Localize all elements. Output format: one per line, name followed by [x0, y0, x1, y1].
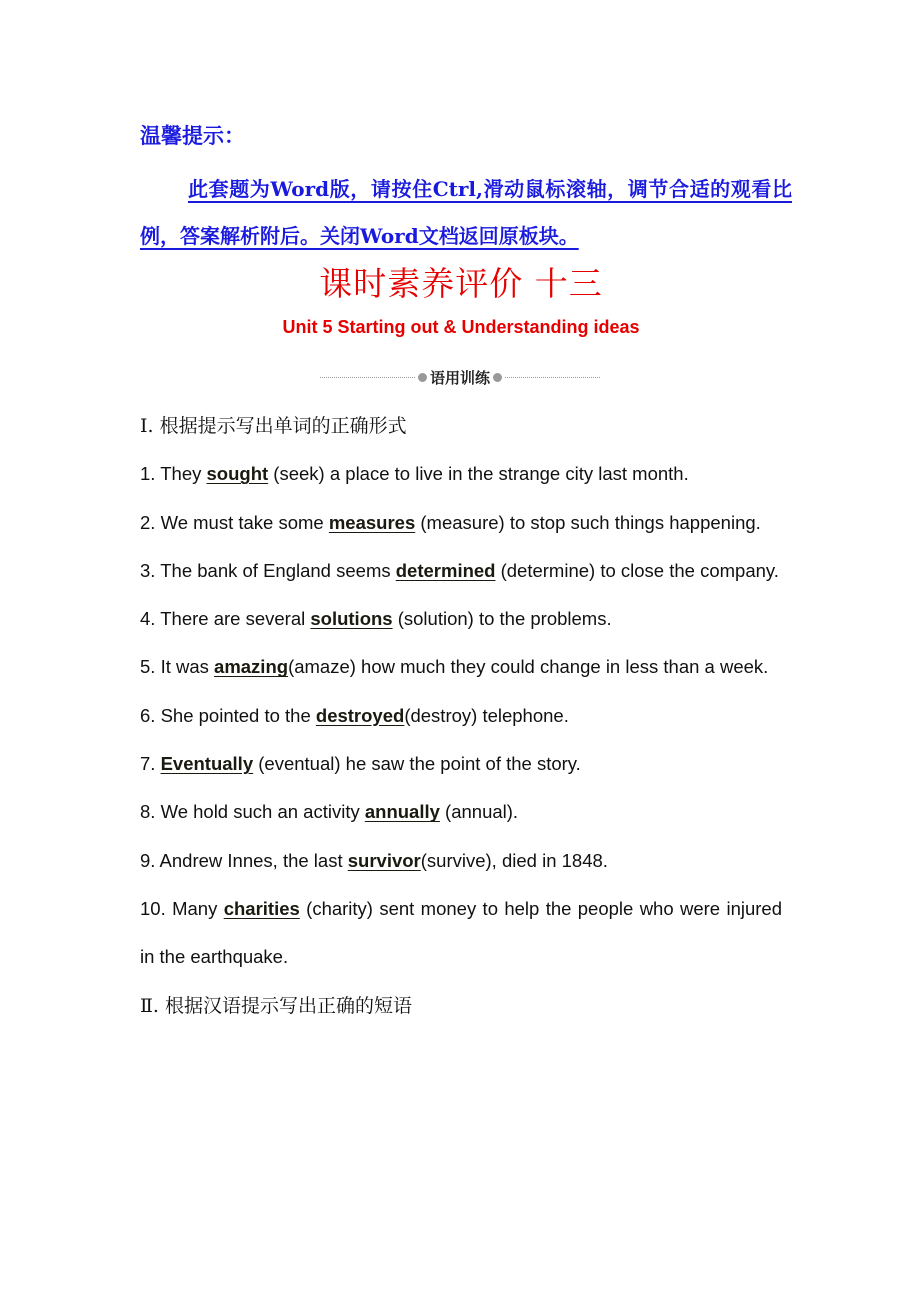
tip-text[interactable]: 此套题为Word版，请按住Ctrl,滑动鼠标滚轴，调节合适的观看比例，答案解析附后。关闭Word文档返回原板块。	[140, 177, 792, 248]
exercise-item	[140, 499, 782, 547]
section-banner-label: 语用训练	[430, 369, 491, 387]
exercise-item	[140, 740, 782, 788]
item-text: (measure) to stop such things happening.	[415, 511, 761, 533]
item-text: 9. Andrew Innes, the last	[140, 849, 348, 871]
section-heading: Ⅰ. 根据提示写出单词的正确形式	[140, 415, 407, 437]
item-text: (eventual) he saw the point of the story.	[253, 753, 581, 775]
exercise-item	[140, 885, 788, 982]
item-text: (determine) to close the company.	[495, 559, 779, 581]
answer-text: measures	[328, 511, 416, 533]
item-text: 6. She pointed to the	[140, 704, 316, 726]
item-text: 3. The bank of England seems	[140, 559, 396, 581]
answer-text: charities	[223, 897, 300, 919]
item-text: 5. It was	[140, 656, 215, 678]
bullet-icon	[493, 373, 502, 382]
item-text: (seek) a place to live in the strange city last month.	[268, 463, 689, 485]
exercise-item	[140, 837, 782, 885]
item-text: 2. We must take some	[140, 511, 329, 533]
bullet-icon	[418, 373, 427, 382]
item-text: 4. There are several	[140, 608, 311, 630]
item-text: (survive), died in 1848.	[420, 849, 608, 871]
section-heading: Ⅱ. 根据汉语提示写出正确的短语	[140, 994, 412, 1017]
answer-text: survivor	[347, 849, 421, 871]
item-text: 7.	[140, 753, 161, 775]
tip-link[interactable]	[140, 166, 792, 260]
exercise-item	[140, 788, 782, 836]
item-text: (annual).	[439, 801, 519, 823]
answer-text: amazing	[214, 656, 289, 678]
page-title: 课时素养评价 十三	[319, 264, 603, 303]
item-text: 8. We hold such an activity	[140, 801, 365, 823]
item-text: (charity) sent money to help the people who were injured in the earthquake.	[140, 897, 788, 968]
page-subtitle: Unit 5 Starting out & Understanding ideas	[282, 317, 640, 337]
divider	[320, 377, 415, 378]
tip-title: 温馨提示：	[140, 123, 245, 148]
answer-text: sought	[206, 463, 269, 485]
exercise-item	[140, 595, 782, 643]
exercise-item	[140, 643, 782, 691]
answer-text: Eventually	[160, 753, 254, 775]
item-text: (solution) to the problems.	[392, 608, 612, 630]
exercise-item	[140, 450, 782, 498]
answer-text: determined	[395, 559, 496, 581]
item-text: 1. They	[140, 463, 207, 485]
answer-text: solutions	[310, 608, 393, 630]
exercise-item	[140, 547, 782, 595]
item-text: 10. Many	[140, 897, 224, 919]
item-text: (destroy) telephone.	[404, 704, 569, 726]
answer-text: destroyed	[315, 704, 405, 726]
section-banner	[320, 366, 600, 388]
item-text: (amaze) how much they could change in less than a week.	[288, 656, 769, 678]
exercise-body	[140, 402, 788, 1030]
divider	[505, 377, 600, 378]
answer-text: annually	[364, 801, 440, 823]
exercise-item	[140, 692, 782, 740]
